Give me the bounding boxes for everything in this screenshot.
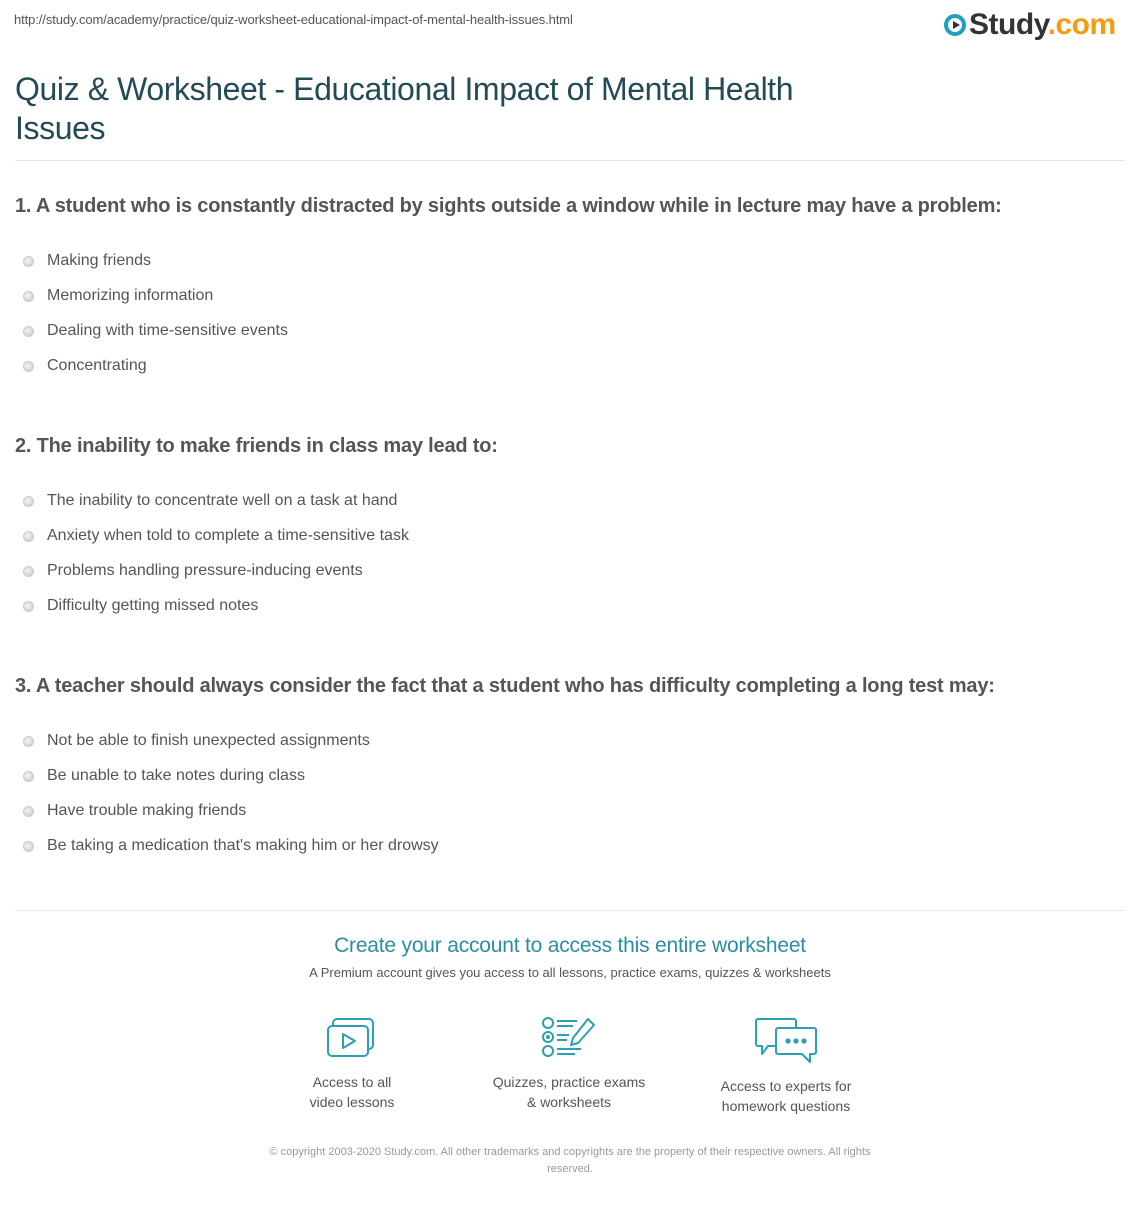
- chat-bubbles-icon: [754, 1016, 818, 1064]
- answer-option[interactable]: Making friends: [15, 239, 1125, 283]
- feature-label-line2: & worksheets: [526, 1094, 612, 1110]
- question-2: [15, 433, 1125, 628]
- answer-option[interactable]: Not be able to finish unexpected assignments: [15, 719, 1125, 763]
- feature-label-line2: video lessons: [309, 1094, 395, 1110]
- logo-text: Study.com: [969, 8, 1116, 41]
- radio-icon[interactable]: [23, 806, 34, 817]
- page-url: http://study.com/academy/practice/quiz-worksheet-educational-impact-of-mental-health-issues.html: [14, 12, 573, 27]
- radio-icon[interactable]: [23, 771, 34, 782]
- question-text: 2. The inability to make friends in class may lead to:: [15, 435, 498, 457]
- radio-icon[interactable]: [23, 256, 34, 267]
- questions-divider: [15, 910, 1125, 911]
- radio-icon[interactable]: [23, 736, 34, 747]
- page-title: Quiz & Worksheet - Educational Impact of Mental Health Issues: [15, 71, 794, 146]
- copyright-footer: © copyright 2003-2020 Study.com. All other trademarks and copyrights are the property of their respective owners. All rights reserved.: [269, 1146, 871, 1175]
- feature-label-line1: Quizzes, practice exams: [492, 1074, 646, 1090]
- feature-quizzes: [479, 1016, 659, 1112]
- question-text: 1. A student who is constantly distracted by sights outside a window while in lecture may have a problem:: [15, 195, 1002, 217]
- radio-icon[interactable]: [23, 496, 34, 507]
- play-circle-icon: [944, 14, 966, 36]
- title-divider: [15, 160, 1125, 161]
- feature-label-line1: Access to all: [312, 1074, 392, 1090]
- quiz-checklist-icon: [541, 1016, 597, 1060]
- answer-option[interactable]: Memorizing information: [15, 274, 1125, 318]
- radio-icon[interactable]: [23, 841, 34, 852]
- radio-icon[interactable]: [23, 601, 34, 612]
- feature-label-line2: homework questions: [721, 1098, 851, 1114]
- answer-option[interactable]: The inability to concentrate well on a task at hand: [15, 479, 1125, 523]
- answer-list: [15, 479, 1125, 628]
- question-1: [15, 193, 1125, 388]
- answer-option[interactable]: Concentrating: [15, 344, 1125, 388]
- answer-option[interactable]: Be unable to take notes during class: [15, 754, 1125, 798]
- answer-list: [15, 719, 1125, 868]
- radio-icon[interactable]: [23, 361, 34, 372]
- answer-option[interactable]: Problems handling pressure-inducing events: [15, 549, 1125, 593]
- question-3: [15, 673, 1125, 868]
- radio-icon[interactable]: [23, 566, 34, 577]
- cta-title-link[interactable]: Create your account to access this entire worksheet: [334, 934, 806, 957]
- cta-subtitle: A Premium account gives you access to all lessons, practice exams, quizzes & worksheets: [309, 965, 831, 980]
- feature-video-lessons: [262, 1016, 442, 1112]
- feature-label-line1: Access to experts for: [720, 1078, 852, 1094]
- radio-icon[interactable]: [23, 291, 34, 302]
- study-logo[interactable]: [944, 9, 1116, 41]
- question-text: 3. A teacher should always consider the fact that a student who has difficulty completing a long test may:: [15, 675, 995, 697]
- answer-option[interactable]: Dealing with time-sensitive events: [15, 309, 1125, 353]
- radio-icon[interactable]: [23, 326, 34, 337]
- video-lessons-icon: [325, 1016, 379, 1060]
- answer-option[interactable]: Difficulty getting missed notes: [15, 584, 1125, 628]
- feature-experts: [696, 1016, 876, 1116]
- answer-list: [15, 239, 1125, 388]
- answer-option[interactable]: Have trouble making friends: [15, 789, 1125, 833]
- answer-option[interactable]: Be taking a medication that's making him or her drowsy: [15, 824, 1125, 868]
- answer-option[interactable]: Anxiety when told to complete a time-sensitive task: [15, 514, 1125, 558]
- radio-icon[interactable]: [23, 531, 34, 542]
